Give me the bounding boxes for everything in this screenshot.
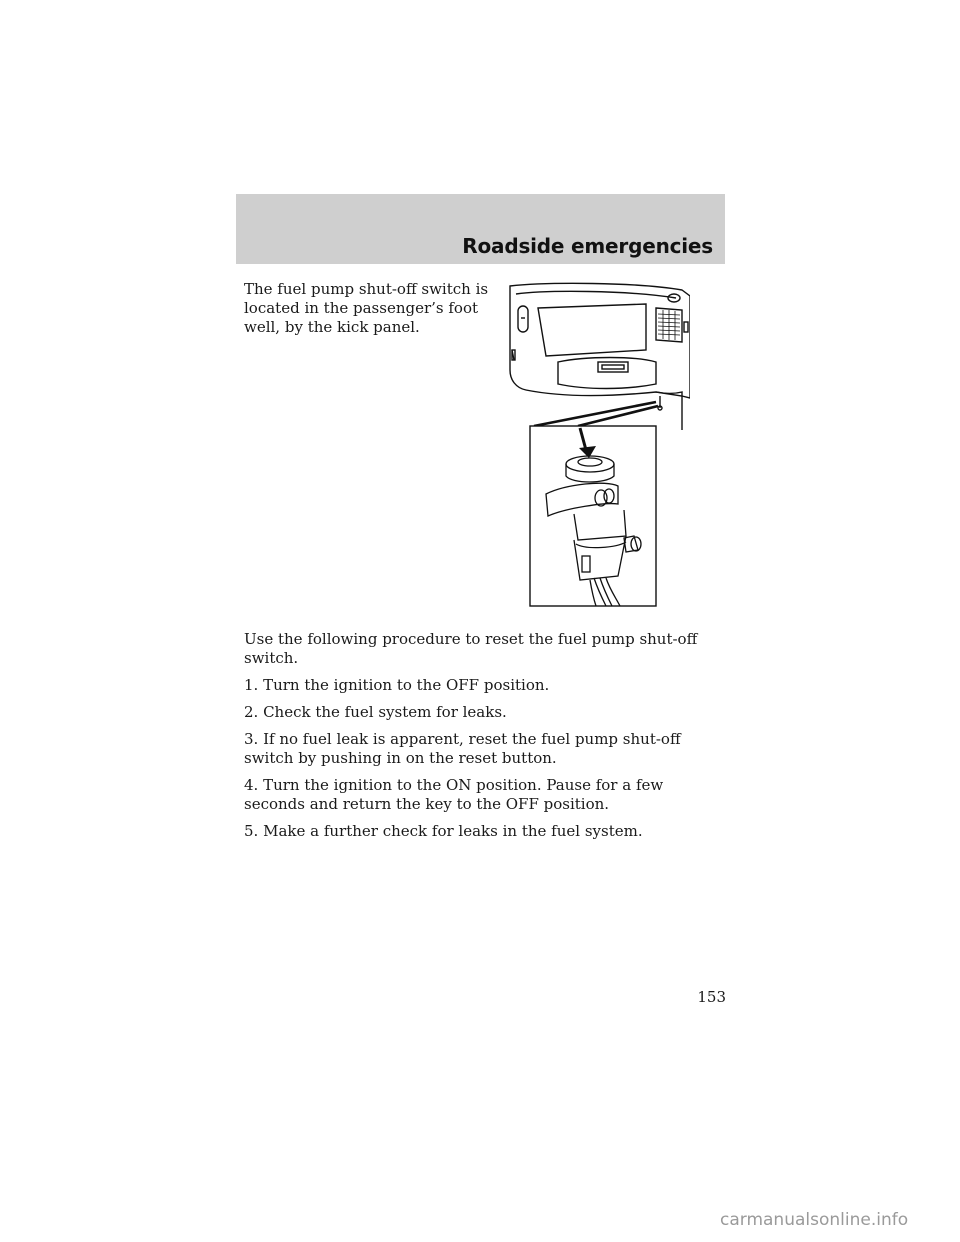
page-number: 153 (697, 988, 726, 1006)
procedure-step: 4. Turn the ignition to the ON position. Pause for a few seconds and return the key to the OFF position. (244, 776, 664, 813)
fuel-pump-switch-drawing (506, 280, 690, 610)
procedure-step: 5. Make a further check for leaks in the fuel system. (244, 822, 643, 840)
procedure-section (244, 630, 724, 849)
section-header-band (236, 194, 725, 264)
procedure-step: 2. Check the fuel system for leaks. (244, 703, 507, 721)
intro-paragraph: The fuel pump shut-off switch is located in the passenger’s foot well, by the kick panel. (244, 280, 489, 336)
procedure-step: 3. If no fuel leak is apparent, reset the fuel pump shut-off switch by pushing in on the reset button. (244, 730, 681, 767)
procedure-lead: Use the following procedure to reset the fuel pump shut-off switch. (244, 630, 698, 667)
fuel-pump-switch-illustration (506, 280, 690, 610)
procedure-step: 1. Turn the ignition to the OFF position. (244, 676, 550, 694)
section-title: Roadside emergencies (462, 234, 713, 258)
watermark-text: carmanualsonline.info (720, 1210, 909, 1230)
